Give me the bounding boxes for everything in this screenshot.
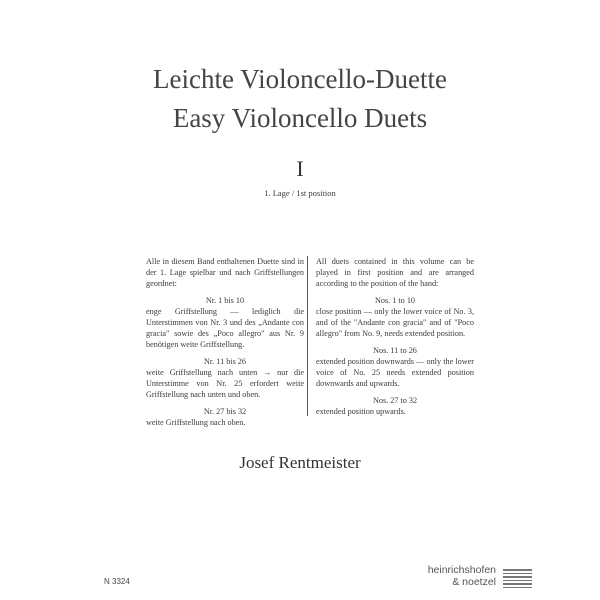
section-text: extended position upwards.: [316, 407, 406, 416]
section-heading: Nr. 11 bis 26: [204, 357, 246, 366]
section-text: close position — only the lower voice of No. 3, and of the "Andante con gracia" and of "Poco allegro" from No. 9, needs extended position.: [316, 307, 474, 338]
author-name: Josef Rentmeister: [239, 453, 361, 472]
catalog-number: N 3324: [104, 577, 130, 586]
section-text: weite Griffstellung nach unten → nur die Unterstimme von Nr. 25 erfordert weite Griffstellung nach unten und oben.: [146, 368, 304, 399]
publisher-name: [428, 564, 496, 588]
section-text: extended position downwards — only the lower voice of No. 25 needs extended position downwards and upwards.: [316, 357, 474, 388]
section-text: enge Griffstellung — lediglich die Unterstimmen von Nr. 3 und des „Andante con gracia" sowie des „Poco allegro" aus Nr. 9 benötigen weite Griffstellung.: [146, 307, 304, 349]
section-text: weite Griffstellung nach oben.: [146, 418, 246, 427]
section-heading: Nos. 11 to 26: [373, 346, 417, 355]
title-german: Leichte Violoncello-Duette: [152, 64, 448, 94]
position-subtitle: 1. Lage / 1st position: [264, 188, 336, 198]
volume-number: I: [296, 156, 304, 181]
staff-lines-icon: [503, 569, 532, 590]
section-heading: Nr. 27 bis 32: [203, 407, 247, 416]
section-heading: Nos. 1 to 10: [374, 296, 416, 305]
title-english: Easy Violoncello Duets: [172, 103, 428, 133]
german-intro: Alle in diesem Band enthaltenen Duette sind in der 1. Lage spielbar und nach Griffstellungen geordnet:: [146, 257, 304, 288]
publisher-line2: & noetzel: [452, 576, 496, 588]
german-description: [146, 256, 304, 434]
english-intro: All duets contained in this volume can be played in first position and are arranged according to the position of the hand:: [316, 257, 474, 288]
section-heading: Nos. 27 to 32: [372, 396, 418, 405]
section-heading: Nr. 1 bis 10: [205, 296, 245, 305]
publisher-logo: [370, 564, 532, 592]
publisher-line1: heinrichshofen: [427, 564, 496, 576]
column-divider: [307, 256, 308, 416]
english-description: [316, 256, 474, 423]
